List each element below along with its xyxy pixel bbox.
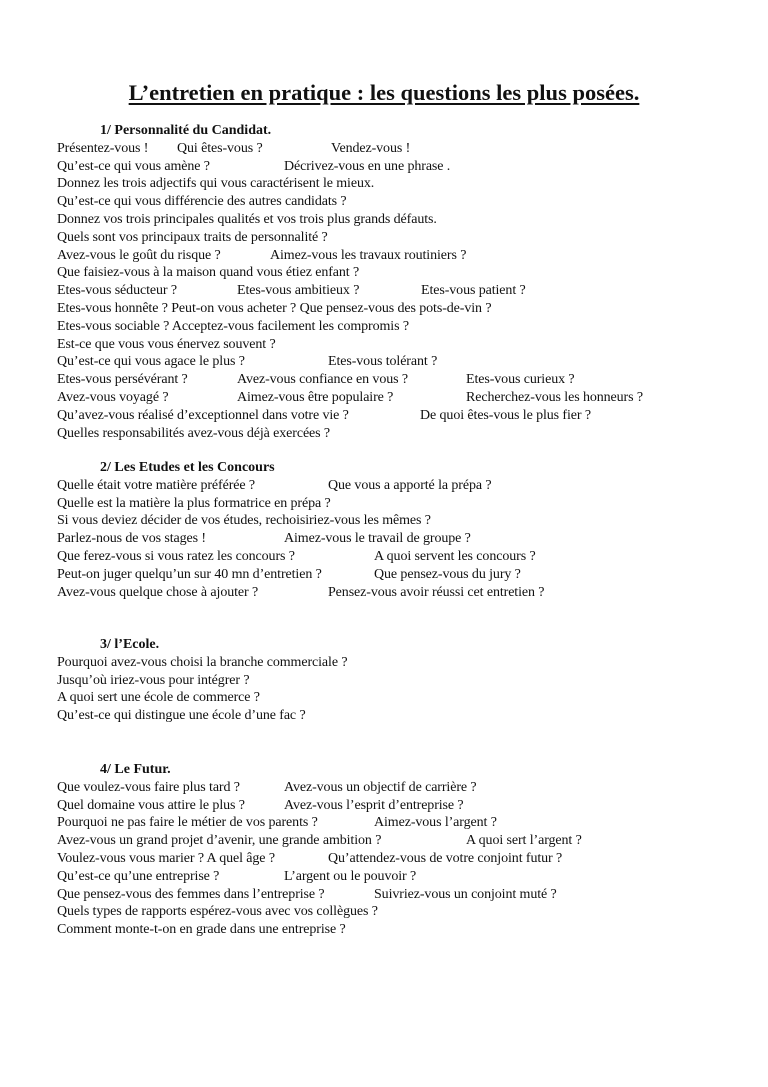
question-text: Qu’attendez-vous de votre conjoint futur ? — [328, 851, 563, 866]
section-heading: 3/ l’Ecole. — [100, 637, 160, 652]
document-title: L’entretien en pratique : les questions les plus posées. — [128, 80, 640, 105]
question-text: Aimez-vous être populaire ? — [237, 390, 394, 405]
question-text: Recherchez-vous les honneurs ? — [466, 390, 643, 405]
question-text: Pourquoi ne pas faire le métier de vos parents ? — [57, 815, 318, 831]
question-text: Etes-vous sociable ? Acceptez-vous facilement les compromis ? — [57, 318, 409, 334]
question-text: Parlez-nous de vos stages ! — [57, 531, 206, 547]
question-text: Que voulez-vous faire plus tard ? — [57, 779, 240, 795]
question-text: Avez-vous un grand projet d’avenir, une grande ambition ? — [57, 833, 382, 849]
question-text: Aimez-vous les travaux routiniers ? — [270, 247, 467, 263]
question-text: Avez-vous confiance en vous ? — [237, 372, 408, 388]
question-text: Etes-vous séducteur ? — [57, 283, 177, 299]
question-text: Donnez les trois adjectifs qui vous caractérisent le mieux. — [57, 176, 375, 192]
question-text: Etes-vous patient ? — [421, 283, 526, 299]
section-heading: 4/ Le Futur. — [100, 762, 171, 777]
question-text: Que pensez-vous des femmes dans l’entreprise ? — [57, 886, 325, 902]
question-text: Qu’est-ce qui vous amène ? — [57, 158, 210, 174]
question-text: Est-ce que vous vous énervez souvent ? — [57, 336, 276, 352]
question-text: Qu’est-ce qui vous agace le plus ? — [57, 354, 245, 370]
question-text: Présentez-vous ! — [57, 140, 149, 156]
question-text: A quoi sert l’argent ? — [466, 833, 582, 849]
question-text: Peut-on juger quelqu’un sur 40 mn d’entretien ? — [57, 566, 322, 582]
question-text: Voulez-vous vous marier ? A quel âge ? — [57, 851, 275, 866]
question-text: Etes-vous honnête ? Peut-on vous acheter ? Que pensez-vous des pots-de-vin ? — [57, 301, 492, 316]
question-text: Quel domaine vous attire le plus ? — [57, 797, 245, 813]
question-text: Suivriez-vous un conjoint muté ? — [374, 886, 557, 902]
section-heading: 1/ Personnalité du Candidat. — [100, 123, 272, 138]
question-text: Avez-vous voyagé ? — [57, 390, 169, 405]
question-text: Quelles responsabilités avez-vous déjà exercées ? — [57, 425, 331, 441]
question-text: Qu’est-ce qui vous différencie des autres candidats ? — [57, 194, 347, 210]
question-text: De quoi êtes-vous le plus fier ? — [420, 407, 591, 423]
question-text: Avez-vous le goût du risque ? — [57, 247, 221, 263]
question-text: Aimez-vous le travail de groupe ? — [284, 531, 471, 547]
question-text: A quoi servent les concours ? — [374, 549, 536, 564]
question-text: A quoi sert une école de commerce ? — [57, 690, 260, 706]
question-text: Si vous deviez décider de vos études, rechoisiriez-vous les mêmes ? — [57, 513, 431, 529]
question-text: Qu’est-ce qui distingue une école d’une fac ? — [57, 708, 306, 724]
question-text: Qu’avez-vous réalisé d’exceptionnel dans votre vie ? — [57, 407, 349, 423]
question-text: Avez-vous un objectif de carrière ? — [284, 779, 477, 795]
question-text: Vendez-vous ! — [331, 140, 411, 156]
question-text: Quelle était votre matière préférée ? — [57, 477, 256, 493]
section-heading: 2/ Les Etudes et les Concours — [100, 460, 275, 475]
question-text: Qui êtes-vous ? — [177, 140, 263, 156]
question-text: Quels sont vos principaux traits de personnalité ? — [57, 229, 328, 245]
question-text: Avez-vous l’esprit d’entreprise ? — [284, 797, 464, 813]
question-text: Pourquoi avez-vous choisi la branche commerciale ? — [57, 654, 348, 670]
question-text: Pensez-vous avoir réussi cet entretien ? — [328, 584, 545, 600]
question-text: Comment monte-t-on en grade dans une entreprise ? — [57, 922, 346, 938]
question-text: Décrivez-vous en une phrase . — [284, 158, 451, 174]
question-text: Que faisiez-vous à la maison quand vous étiez enfant ? — [57, 265, 360, 281]
question-text: Donnez vos trois principales qualités et vos trois plus grands défauts. — [57, 212, 437, 227]
question-text: Aimez-vous l’argent ? — [374, 815, 497, 831]
question-text: Que vous a apporté la prépa ? — [328, 477, 492, 493]
question-text: Quels types de rapports espérez-vous avec vos collègues ? — [57, 904, 378, 920]
question-text: Que ferez-vous si vous ratez les concours ? — [57, 549, 295, 564]
question-text: Jusqu’où iriez-vous pour intégrer ? — [57, 672, 250, 688]
question-text: Etes-vous tolérant ? — [328, 354, 438, 370]
question-text: Etes-vous ambitieux ? — [237, 283, 360, 299]
question-text: Quelle est la matière la plus formatrice en prépa ? — [57, 495, 331, 511]
question-text: Avez-vous quelque chose à ajouter ? — [57, 584, 259, 600]
question-text: Etes-vous persévérant ? — [57, 372, 188, 388]
question-text: Que pensez-vous du jury ? — [374, 566, 521, 582]
question-text: L’argent ou le pouvoir ? — [284, 868, 417, 884]
question-text: Qu’est-ce qu’une entreprise ? — [57, 868, 220, 884]
question-text: Etes-vous curieux ? — [466, 372, 575, 388]
